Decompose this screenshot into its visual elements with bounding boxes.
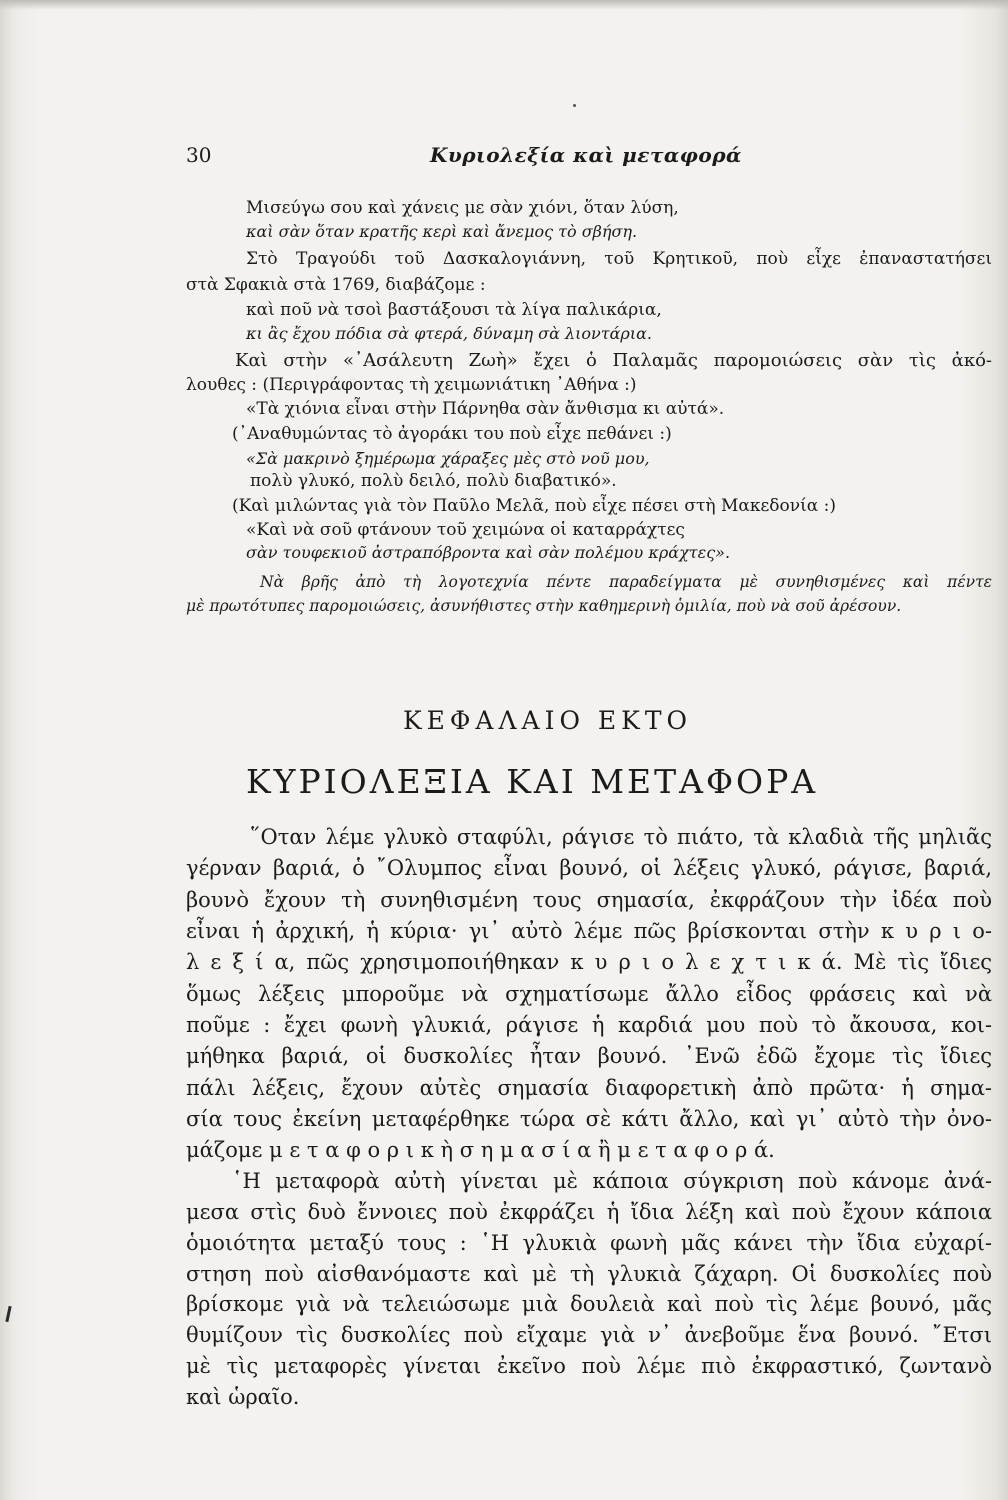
para3-line: (᾿Αναθυμώντας τὸ ἀγοράκι του ποὺ εἶχε πεθάνει :) [232, 424, 672, 444]
verse1-line1: Μισεύγω σου καὶ χάνεις με σὰν χιόνι, ὅταν λύση, [246, 198, 679, 218]
quote2-line1: «Σὰ μακρινὸ ξημέρωμα χάραξες μὲς στὸ νοῦ μου, [246, 449, 650, 468]
body-line-14: ὁμοιότητα μεταξύ τους : ῾Η γλυκιὰ φωνὴ μᾶς κάνει τὴν ἴδια εὐχαρί- [186, 1231, 992, 1255]
quote1-line: «Τὰ χιόνια εἶναι στὴν Πάρνηθα σὰν ἄνθισμα κι αὐτά». [246, 399, 725, 419]
body-line-5: λ ε ξ ί α, πῶς χρησιμοποιήθηκαν κ υ ρ ι ο λ ε χ τ ι κ ά. Μὲ τὶς ἴδιες [186, 950, 992, 974]
body-line-16: βρίσκομε γιὰ νὰ τελειώσωμε μιὰ δουλειὰ καὶ ποὺ τὶς λέμε βουνό, μᾶς [186, 1292, 992, 1316]
exercise-line2: μὲ πρωτότυπες παρομοιώσεις, ἀσυνήθιστες στὴν καθημερινὴ ὁμιλία, ποὺ νὰ σοῦ ἀρέσουν. [186, 597, 902, 615]
body-line-12: ῾Η μεταφορὰ αὐτὴ γίνεται μὲ κάποια σύγκριση ποὺ κάνομε ἀνά- [232, 1169, 992, 1193]
body-line-15: στηση ποὺ αἰσθανόμαστε καὶ μὲ τὴ γλυκιὰ ζάχαρη. Οἱ δυσκολίες ποὺ [186, 1262, 992, 1286]
para2-line2: λουθες : (Περιγράφοντας τὴ χειμωνιάτικη ᾿Αθήνα :) [186, 375, 637, 395]
exercise-line1: Νὰ βρῆς ἀπὸ τὴ λογοτεχνία πέντε παραδείγματα μὲ συνηθισμένες καὶ πέντε [260, 573, 992, 591]
body-line-2: γέρναν βαριά, ὁ ῎Ολυμπος εἶναι βουνό, οἱ λέξεις γλυκό, ράγισε, βαριά, [186, 856, 992, 880]
ink-speck [573, 104, 576, 107]
margin-mark [5, 1306, 11, 1322]
body-line-17: θυμίζουν τὶς δυσκολίες ποὺ εἴχαμε γιὰ ν᾿ ἀνεβοῦμε ἕνα βουνό. ῎Ετσι [186, 1323, 992, 1347]
body-line-6: ὅμως λέξεις μποροῦμε νὰ σχηματίσωμε ἄλλο εἶδος φράσεις καὶ νὰ [186, 982, 992, 1006]
verse2-line1: καὶ ποῦ νὰ τσοὶ βαστάξουσι τὰ λίγα παλικάρια, [246, 300, 662, 320]
chapter-label: ΚΕΦΑΛΑΙΟ ΕΚΤΟ [403, 706, 692, 735]
body-line-19: καὶ ὡραῖο. [186, 1385, 300, 1409]
running-title: Κυριολεξία καὶ μεταφορά [430, 143, 742, 167]
body-line-1: ῞Οταν λέμε γλυκὸ σταφύλι, ράγισε τὸ πιάτο, τὰ κλαδιὰ τῆς μηλιᾶς [250, 825, 992, 849]
para2-line1: Καὶ στὴν «᾿Ασάλευτη Ζωὴ» ἔχει ὁ Παλαμᾶς παρομοιώσεις σὰν τὶς ἀκό- [235, 350, 992, 371]
page-number: 30 [186, 143, 212, 167]
body-line-11: μάζομε μ ε τ α φ ο ρ ι κ ὴ σ η μ α σ ί α ἢ μ ε τ α φ ο ρ ά. [186, 1138, 775, 1162]
quote3-line2: σὰν τουφεκιοῦ ἀστραπόβροντα καὶ σὰν πολέμου κράχτες». [246, 543, 731, 562]
para1-line1: Στὸ Τραγούδι τοῦ Δασκαλογιάννη, τοῦ Κρητικοῦ, ποὺ εἶχε ἐπαναστατήσει [246, 249, 992, 269]
body-line-9: πάλι λέξεις, ἔχουν αὐτὲς σημασία διαφορετικὴ ἀπὸ πρῶτα· ἡ σημα- [186, 1076, 992, 1100]
para1-line2: στὰ Σφακιὰ στὰ 1769, διαβάζομε : [186, 275, 486, 295]
quote3-line1: «Καὶ νὰ σοῦ φτάνουν τοῦ χειμώνα οἱ καταρράχτες [246, 520, 685, 540]
body-line-13: μεσα στὶς δυὸ ἔννοιες ποὺ ἐκφράζει ἡ ἴδια λέξη καὶ ποὺ ἔχουν κάποια [186, 1200, 992, 1224]
body-line-18: μὲ τὶς μεταφορὲς γίνεται ἐκεῖνο ποὺ λέμε πιὸ ἐκφραστικό, ζωντανὸ [186, 1354, 992, 1378]
quote2-line2: πολὺ γλυκό, πολὺ δειλό, πολὺ διαβατικό». [250, 471, 617, 491]
verse1-line2: καὶ σὰν ὅταν κρατῆς κερὶ καὶ ἄνεμος τὸ σβήση. [246, 222, 638, 241]
body-line-4: εἶναι ἡ ἀρχική, ἡ κύρια· γι᾿ αὐτὸ λέμε πῶς βρίσκονται στὴν κ υ ρ ι ο- [186, 919, 992, 943]
body-line-7: ποῦμε : ἔχει φωνὴ γλυκιά, ράγισε ἡ καρδιά μου ποὺ τὸ ἄκουσα, κοι- [186, 1013, 992, 1037]
page-top-edge [0, 0, 1008, 10]
body-line-3: βουνὸ ἔχουν τὴ συνηθισμένη τους σημασία, ἐκφράζουν τὴν ἰδέα ποὺ [186, 888, 992, 912]
body-line-10: σία τους ἐκείνη μεταφέρθηκε τώρα σὲ κάτι ἄλλο, καὶ γι᾿ αὐτὸ τὴν ὀνο- [186, 1107, 992, 1131]
chapter-title: ΚΥΡΙΟΛΕΞΙΑ ΚΑΙ ΜΕΤΑΦΟΡΑ [246, 762, 819, 801]
para4-line: (Καὶ μιλώντας γιὰ τὸν Παῦλο Μελᾶ, ποὺ εἶχε πέσει στὴ Μακεδονία :) [232, 496, 837, 516]
body-line-8: μήθηκα βαριά, οἱ δυσκολίες ἦταν βουνό. ᾿Ενῶ ἐδῶ ἔχομε τὶς ἴδιες [186, 1044, 992, 1068]
verse2-line2: κι ἂς ἔχου πόδια σὰ φτερά, δύναμη σὰ λιοντάρια. [246, 324, 652, 343]
